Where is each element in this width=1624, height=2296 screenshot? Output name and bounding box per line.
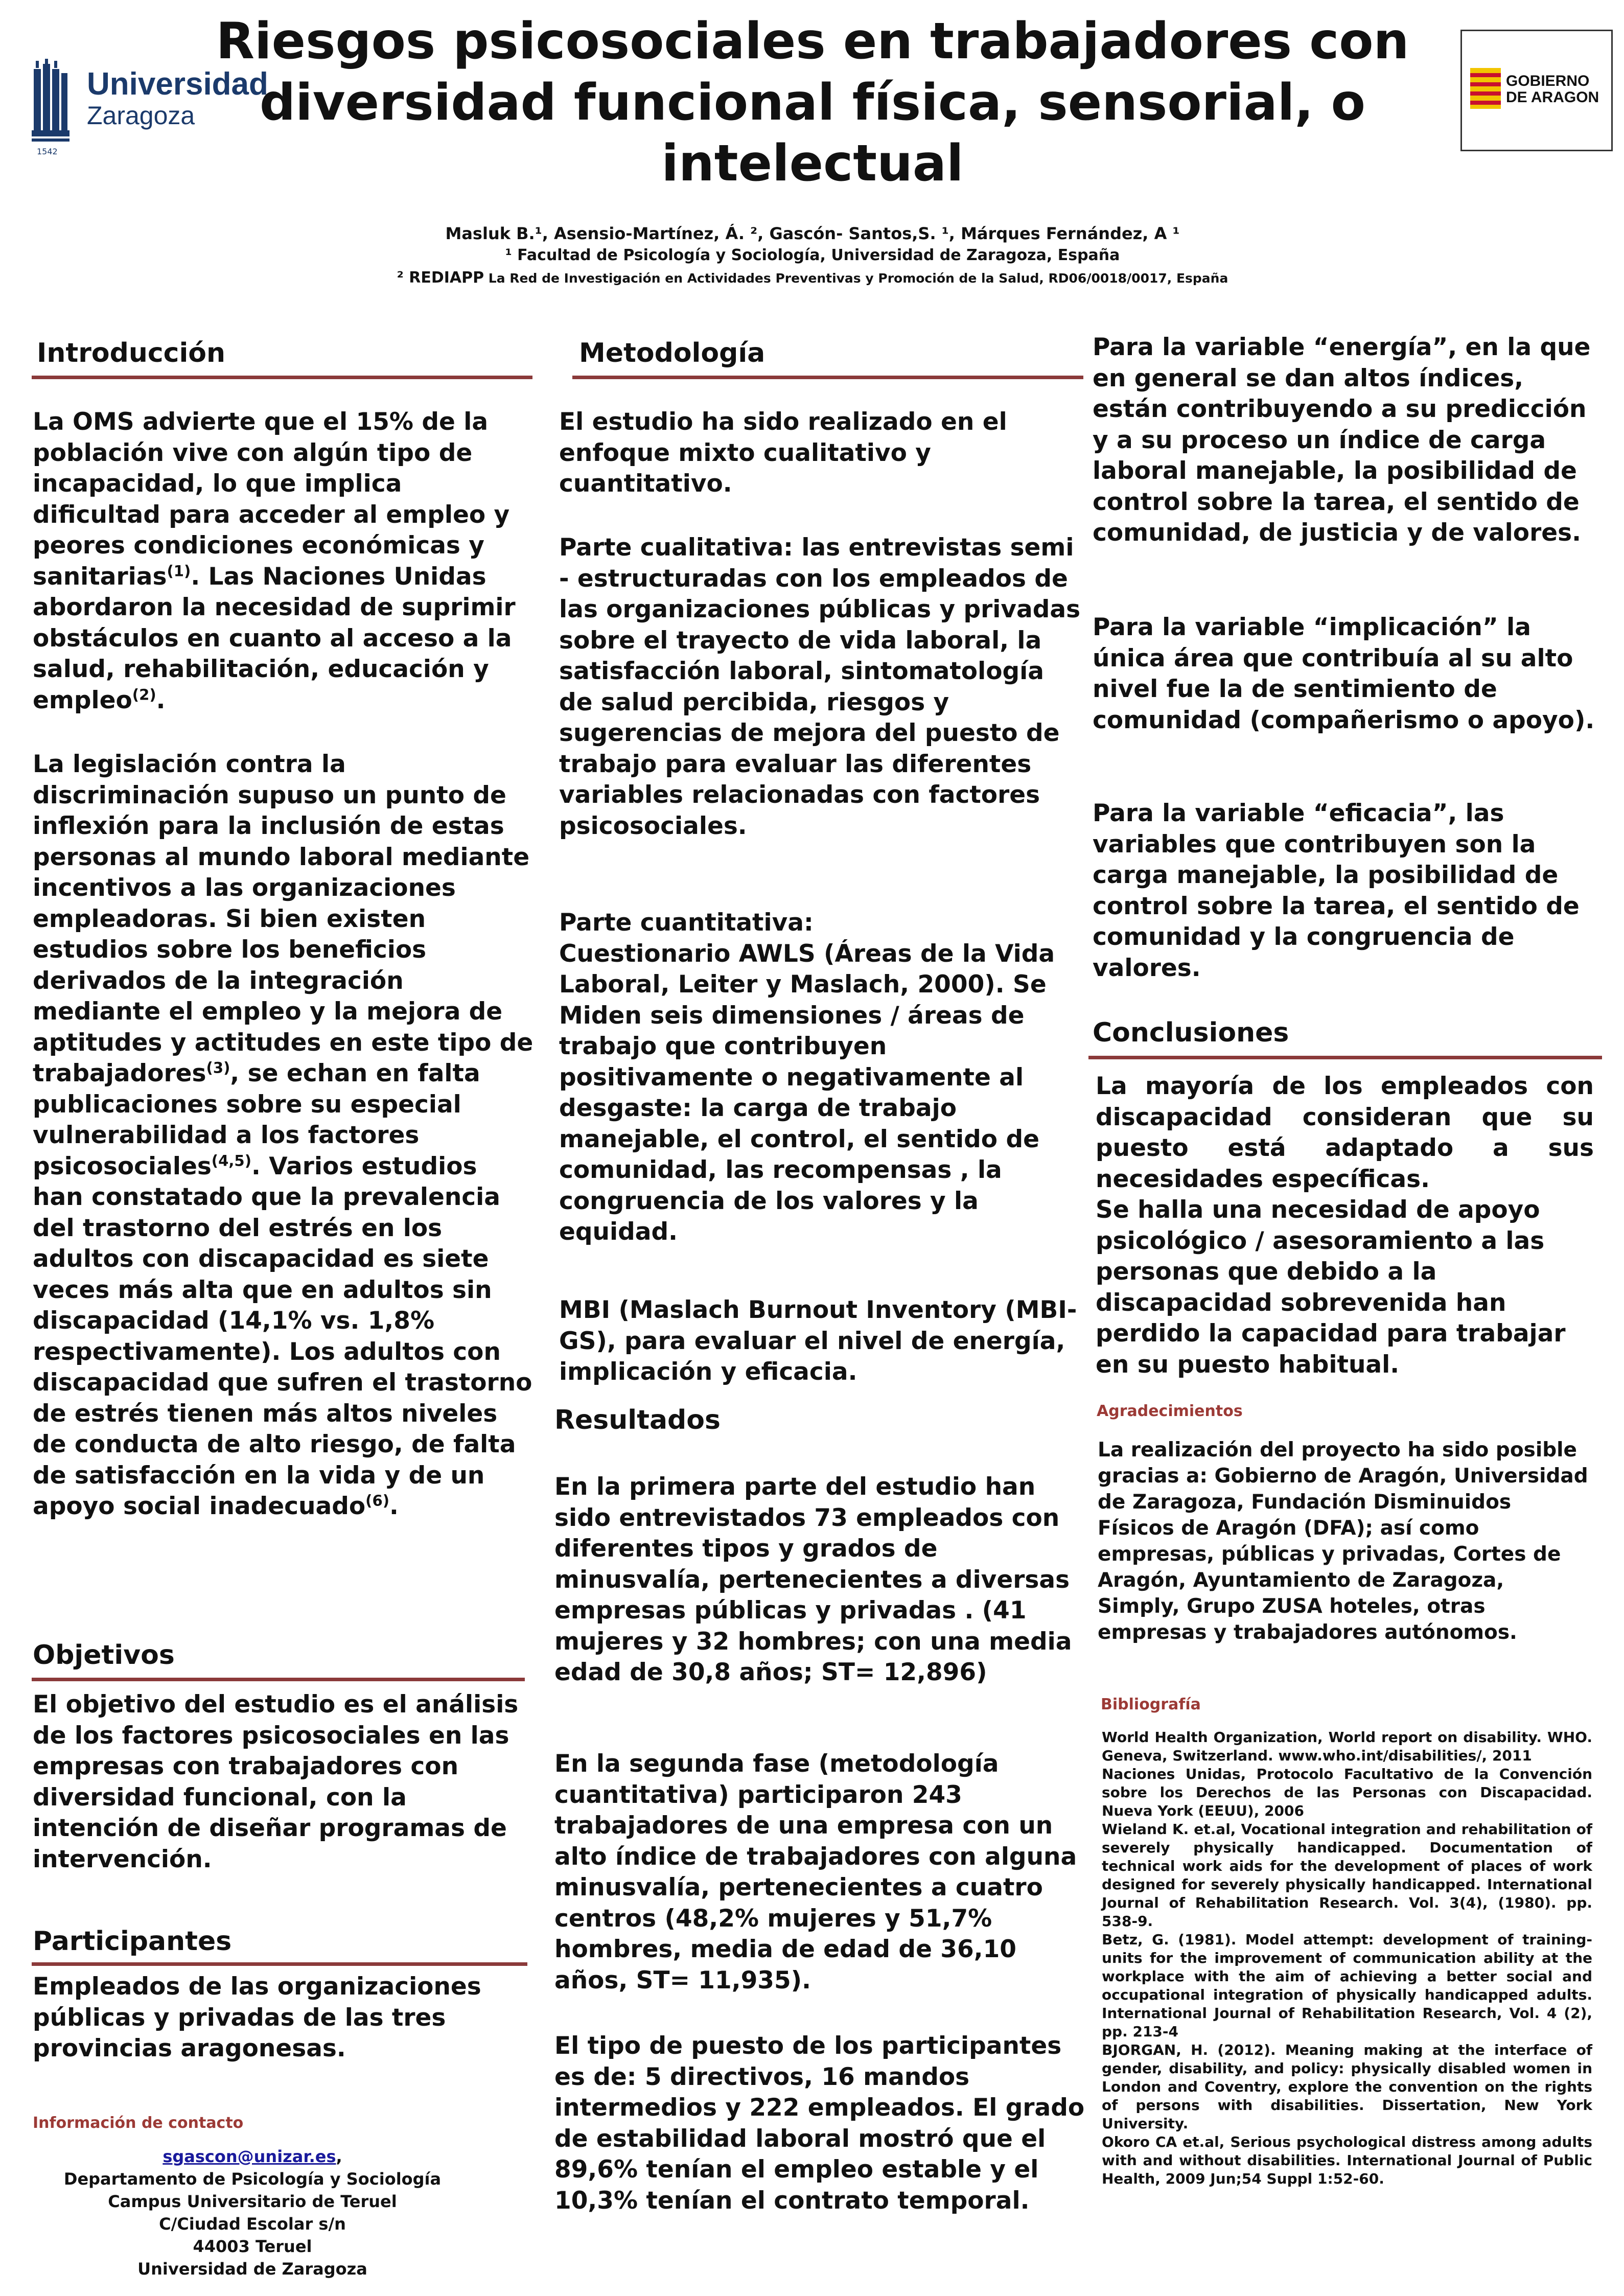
objetivos-rule [32, 1678, 525, 1681]
conclusiones-paragraph-2: Se halla una necesidad de apoyo psicológico / asesoramiento a las personas que debido a la discapacidad sobrevenida han perdido la capacidad para trabajar en su puesto habitual. [1096, 1196, 1566, 1379]
intro-ref-45: (4,5) [211, 1151, 252, 1169]
contact-line-5: Universidad de Zaragoza [137, 2259, 367, 2279]
metodologia-heading: Metodología [579, 338, 765, 368]
resultados-paragraph-3: El tipo de puesto de los participantes es de: 5 directivos, 16 mandos intermedios y 222 empleados. El grado de estabilidad laboral mostró que el 89,6% tenían el empleo estable y el 10,3% tenían el contrato temporal. [554, 2032, 1085, 2215]
reference-2: Naciones Unidas, Protocolo Facultativo de la Convención sobre los Derechos de las Personas con Discapacidad. Nueva York (EEUU), 2006 [1102, 1766, 1592, 1819]
aragon-flag-icon [1470, 68, 1501, 109]
intro-p2-a: La legislación contra la discriminación supuso un punto de inflexión para la inclusión de estas personas al mundo laboral mediante incentivos a las organizaciones empleadoras. Si bien existen estudios sobre los beneficios derivados de la integración mediante el empleo y la mejora de aptitudes y actitudes en este tipo de trabajadores [33, 750, 533, 1087]
objetivos-text: El objetivo del estudio es el análisis de los factores psicosociales en las empresas con trabajadores con diversidad funcional, con la intención de diseñar programas de intervención. [33, 1690, 519, 1873]
government-line2: DE ARAGON [1506, 89, 1599, 106]
intro-ref-3: (3) [206, 1059, 230, 1077]
intro-ref-6: (6) [365, 1492, 390, 1510]
reference-6: Okoro CA et.al, Serious psychological distress among adults with and without disabilities. International Journal of Public Health, 2009 Jun;54 Suppl 1:52-60. [1102, 2133, 1592, 2187]
resultados-cont-paragraph-3: Para la variable “eficacia”, las variables que contribuyen son la carga manejable, la posibilidad de control sobre la tarea, el sentido de comunidad y la congruencia de valores. [1093, 799, 1580, 982]
introduccion-heading: Introducción [37, 338, 226, 368]
contact-email-suffix: , [336, 2147, 342, 2166]
contacto-block [33, 2145, 472, 2280]
metodologia-paragraph-3: Parte cuantitativa: Cuestionario AWLS (Áreas de la Vida Laboral, Leiter y Maslach, 2000). Se Miden seis dimensiones / áreas de trabajo que contribuyen positivamente o negativamente al desgaste: la carga de trabajo manejable, el control, el sentido de comunidad, las recompensas , la congruencia de los valores y la equidad. [559, 909, 1055, 1246]
participantes-text: Empleados de las organizaciones públicas y privadas de las tres provincias aragonesas. [33, 1973, 481, 2062]
resultados-paragraph-2: En la segunda fase (metodología cuantitativa) participaron 243 trabajadores de una empresa con un alto índice de trabajadores con alguna minusvalía, pertenecientes a cuatro centros (48,2% mujeres y 51,7% hombres, media de edad de 36,10 años, ST= 11,935). [554, 1750, 1077, 1994]
metodologia-paragraph-4: MBI (Maslach Burnout Inventory (MBI-GS), para evaluar el nivel de energía, implicación y eficacia. [559, 1296, 1077, 1386]
university-city: Zaragoza [87, 101, 195, 130]
contact-line-4: 44003 Teruel [193, 2237, 312, 2256]
contact-email-link[interactable]: sgascon@unizar.es [163, 2147, 336, 2166]
intro-p2-c: . Varios estudios han constatado que la prevalencia del trastorno del estrés en los adultos con discapacidad es siete veces más alta que en adultos sin discapacidad (14,1% vs. 1,8% respectivamente). Los adultos con discapacidad que sufren el trastorno de estrés tienen más altos niveles de conducta de alto riesgo, de falta de satisfacción en la vida y de un apoyo social inadecuado [33, 1152, 532, 1520]
government-name [1506, 73, 1599, 106]
conclusiones-rule [1088, 1056, 1602, 1059]
conclusiones-heading: Conclusiones [1093, 1017, 1289, 1048]
bibliografia-heading: Bibliografía [1101, 1696, 1201, 1713]
bibliografia-list [1102, 1728, 1592, 2188]
objetivos-heading: Objetivos [33, 1640, 175, 1671]
contact-line-1: Departamento de Psicología y Sociología [63, 2169, 442, 2189]
intro-p2-d: . [389, 1492, 399, 1520]
contacto-heading: Información de contacto [33, 2114, 244, 2132]
intro-p2-b: , se echan en falta publicaciones sobre su especial vulnerabilidad a los factores psicosociales [33, 1059, 480, 1180]
participantes-rule [32, 1962, 527, 1966]
introduccion-rule [32, 376, 532, 379]
intro-p1-a: La OMS advierte que el 15% de la población vive con algún tipo de incapacidad, lo que implica dificultad para acceder al empleo y peores condiciones económicas y sanitarias [33, 408, 510, 591]
metodologia-rule [572, 376, 1083, 379]
conclusiones-paragraph-1: La mayoría de los empleados con discapacidad consideran que su puesto está adaptado a sus necesidades específicas. [1096, 1072, 1594, 1193]
reference-5: BJORGAN, H. (2012). Meaning making at the interface of gender, disability, and policy: physically disabled women in London and Coventry, explore the convention on the rights of persons with disabilities. Dissertation, New York University. [1102, 2042, 1592, 2132]
resultados-heading: Resultados [554, 1405, 721, 1435]
intro-ref-1: (1) [167, 562, 191, 579]
government-logo [1460, 30, 1613, 151]
affiliation-2-label: ² REDIAPP [397, 269, 484, 287]
university-name: Universidad [87, 66, 268, 102]
agradecimientos-text: La realización del proyecto ha sido posible gracias a: Gobierno de Aragón, Universidad de Zaragoza, Fundación Disminuidos Físicos de Aragón (DFA); así como empresas, públicas y privadas, Cortes de Aragón, Ayuntamiento de Zaragoza, Simply, Grupo ZUSA hoteles, otras empresas y trabajadores autónomos. [1098, 1439, 1588, 1644]
intro-p1-c: . [156, 686, 166, 714]
resultados-cont-paragraph-1: Para la variable “energía”, en la que en general se dan altos índices, están contribuyendo a su predicción y a su proceso un índice de carga laboral manejable, la posibilidad de control sobre la tarea, el sentido de comunidad, de justicia y de valores. [1093, 333, 1591, 547]
introduccion-paragraph-2 [33, 749, 533, 1522]
intro-p1-b: . Las Naciones Unidas abordaron la necesidad de suprimir obstáculos en cuanto al acceso a la salud, rehabilitación, educación y empleo [33, 562, 516, 714]
reference-1: World Health Organization, World report on disability. WHO. Geneva, Switzerland. www.who.int/disabilities/, 2011 [1102, 1729, 1592, 1764]
introduccion-paragraph-1 [33, 407, 528, 716]
reference-3: Wieland K. et.al, Vocational integration and rehabilitation of severely physically handicapped. Documentation of technical work aids for the development of places of work designed for severely physically handicapped. International Journal of Rehabilitation Research. Vol. 3(4), (1980). pp. 538-9. [1102, 1821, 1592, 1930]
poster-title: Riesgos psicosociales en trabajadores con diversidad funcional física, sensorial, o intelectual [216, 12, 1409, 193]
affiliation-1: ¹ Facultad de Psicología y Sociología, Universidad de Zaragoza, España [505, 246, 1120, 264]
university-year: 1542 [37, 147, 58, 156]
metodologia-paragraph-1: El estudio ha sido realizado en el enfoque mixto cualitativo y cuantitativo. [559, 408, 1007, 498]
affiliation-2-text: La Red de Investigación en Actividades Preventivas y Promoción de la Salud, RD06/0018/0017, España [488, 271, 1228, 286]
agradecimientos-heading: Agradecimientos [1097, 1402, 1243, 1420]
metodologia-paragraph-2: Parte cualitativa: las entrevistas semi - estructuradas con los empleados de las organizaciones públicas y privadas sobre el trayecto de vida laboral, la satisfacción laboral, sintomatología de salud percibida, riesgos y sugerencias de mejora del puesto de trabajo para evaluar las diferentes variables relacionadas con factores psicosociales. [559, 534, 1081, 840]
participantes-heading: Participantes [33, 1926, 232, 1957]
reference-4: Betz, G. (1981). Model attempt: development of training-units for the improvement of communication ability at the workplace with the aim of achieving a better social and occupational integration of physically handicapped adults. International Journal of Rehabilitation Research, Vol. 4 (2), pp. 213-4 [1102, 1931, 1592, 2040]
contact-line-2: Campus Universitario de Teruel [108, 2192, 397, 2211]
authors: Masluk B.¹, Asensio-Martínez, Á. ², Gascón- Santos,S. ¹, Márques Fernández, A ¹ [445, 224, 1180, 243]
resultados-cont-paragraph-2: Para la variable “implicación” la única área que contribuía al su alto nivel fue la de sentimiento de comunidad (compañerismo o apoyo). [1093, 613, 1595, 734]
resultados-paragraph-1: En la primera parte del estudio han sido entrevistados 73 empleados con diferentes tipos y grados de minusvalía, pertenecientes a diversas empresas públicas y privadas . (41 mujeres y 32 hombres; con una media edad de 30,8 años; ST= 12,896) [554, 1473, 1072, 1686]
intro-ref-2: (2) [132, 685, 156, 703]
government-line1: GOBIERNO [1506, 73, 1590, 89]
affiliation-2 [153, 269, 1472, 287]
contact-line-3: C/Ciudad Escolar s/n [159, 2214, 346, 2234]
